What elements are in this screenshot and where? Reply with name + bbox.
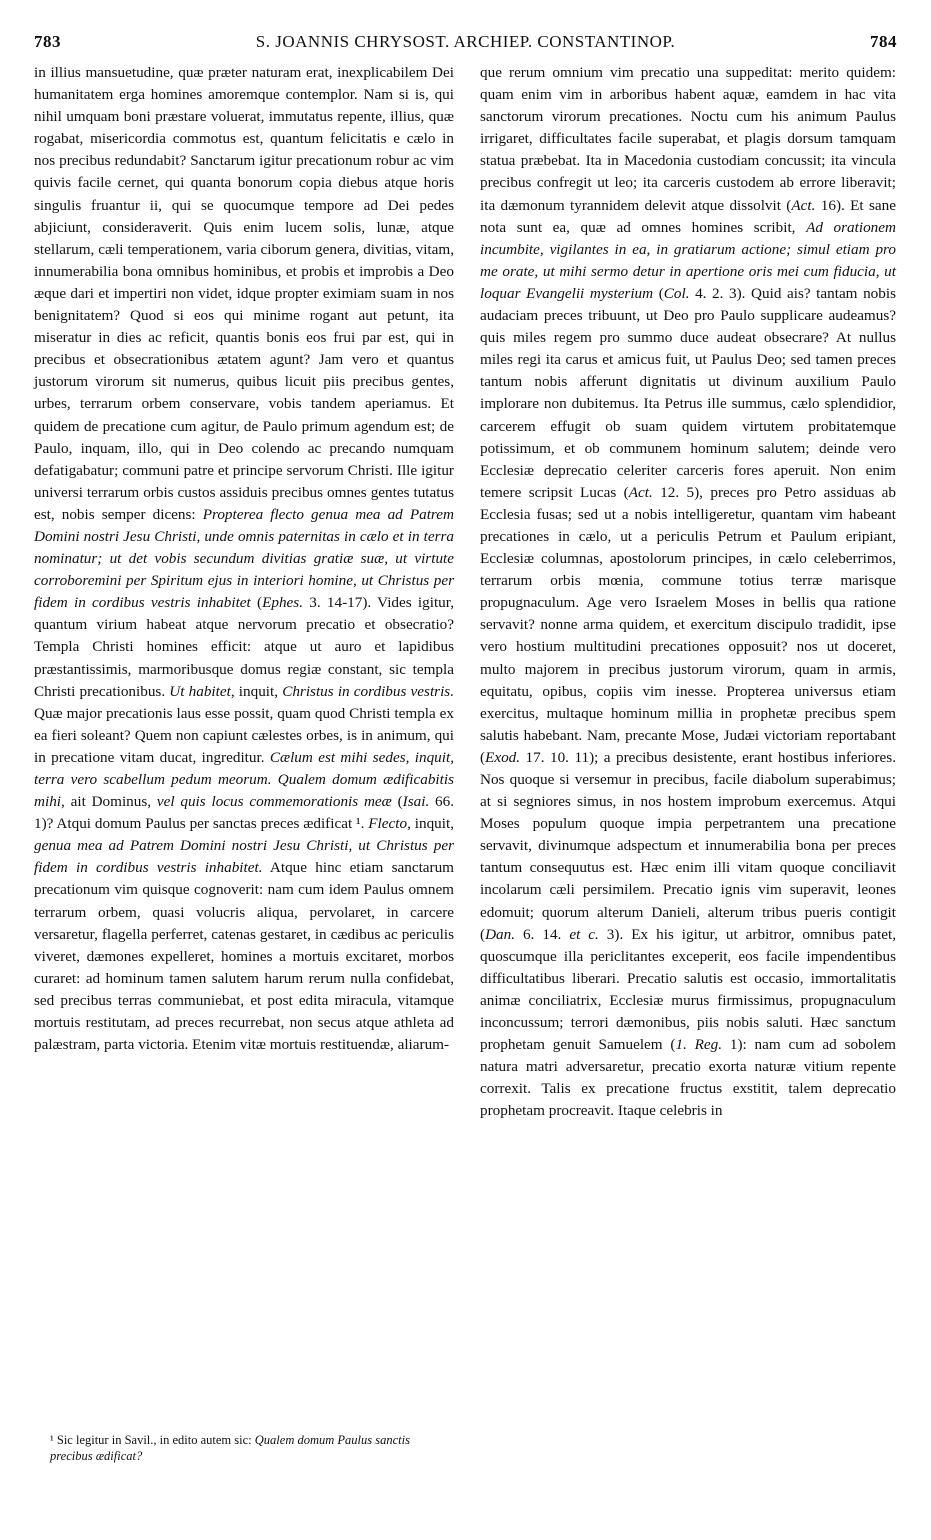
text-segment: 66. 1)? Atqui domum Paulus per sanctas preces ædificat ¹. xyxy=(34,793,455,833)
italic-segment: Exod. xyxy=(485,748,521,766)
text-segment: ( xyxy=(653,284,664,302)
italic-segment: Ut habitet xyxy=(169,682,231,700)
italic-segment: Col. xyxy=(663,284,690,302)
italic-segment: Propterea flecto genua mea ad Patrem Domini nostri Jesu Christi, unde omnis paternitas in cælo et in terra nominatur; ut det vobis secundum divitias gratiæ suæ, ut virtute corroboremini per Spiritum ejus in interiori homine, ut Christus per fidem in cordibus vestris inhabitet xyxy=(34,505,454,612)
footnote-text xyxy=(50,1432,455,1464)
text-segment: ( xyxy=(391,793,403,811)
italic-segment: Ephes. xyxy=(262,594,304,612)
text-segment: 6. 14. xyxy=(515,925,570,943)
text-segment: 16). Et sane nota sunt ea, quæ ad omnes homines scribit, xyxy=(480,196,896,236)
text-segment: ¹ Sic legitur in Savil., in edito autem sic: xyxy=(50,1433,255,1447)
text-segment: , ait Dominus, xyxy=(61,793,157,811)
italic-segment: Flecto xyxy=(368,815,408,833)
running-header xyxy=(34,32,897,58)
text-segment: , inquit, xyxy=(230,682,283,700)
italic-segment: Qualem domum Paulus sanctis precibus ædificat? xyxy=(50,1433,410,1463)
italic-segment: vel quis locus commemorationis meæ xyxy=(156,793,392,811)
left-column-text xyxy=(34,62,454,1056)
italic-segment: Act. xyxy=(791,196,816,214)
text-segment: 12. 5), preces pro Petro assiduas ab Ecclesia fusas; sed ut a nobis intelligeretur, quantam vim habeant precationes in cælo, ut a periculis Petrum et Paulum eripiant, Ecclesiæ columnas, apostolorum principes, in cælo celeberrimos, terrarum orbis mœnia, commune totius terræ marisque propugnaculum. Age vero Israelem Moses in bellis qua ratione servavit? nonne arma quidem, et exercitum discipulo tradidit, ipse vero hostium multitudini precationes opposuit? nos ut doceret, multo majorem in precibus justorum virorum, quam in armis, equitatu, opibus, copiis vim inesse. Propterea universus etiam exercitus, multaque hominum millia in prophetæ precibus spem salutis habebant. Nam, precante Mose, Judæi victoriam reportabant ( xyxy=(480,483,896,766)
left-column xyxy=(34,62,454,1056)
page-number-left: 783 xyxy=(34,32,61,51)
text-segment: 4. 2. 3). Quid ais? tantam nobis audaciam preces tribuunt, ut Deo pro Paulo supplicare audeamus? quis miles regem pro summo duce audeat obsecrare? At nullus miles regi ita carus et amicus fuit, ut Paulus Deo; sed tamen preces tantum nobis afferunt dignitatis ut divinum auxilium Paulo implorare non dubitemus. Ita Petrus ille summus, cælo splendidior, carcerem effugit ob suam quidem virtutem probitatemque potissimum, et ob communem hominum salutem; deinde vero Ecclesiæ deprecatio celeriter carceris fores aperuit. Non enim temere scripsit Lucas ( xyxy=(480,284,896,501)
text-segment: 3. 14-17). Vides igitur, quantum virium habeat atque nervorum precatio et obsecratio? Templa Christi homines efficit: atque ut auro et lapidibus præstantissimis, marmoribusque domus regiæ constant, sic templa Christi precationibus. xyxy=(34,594,455,700)
italic-segment: Christus in cordibus vestris. xyxy=(282,682,455,700)
right-column xyxy=(480,62,896,1123)
running-title: S. JOANNIS CHRYSOST. ARCHIEP. CONSTANTINOP. xyxy=(255,32,676,51)
italic-segment: Ad orationem incumbite, vigilantes in ea, in gratiarum actione; simul etiam pro me orate, ut mihi sermo detur in apertione oris mei cum fiducia, ut loquar Evangelii mysterium xyxy=(480,218,896,302)
text-segment: 3). Ex his igitur, ut arbitror, omnibus patet, quoscumque illa periclitantes exceperit, eos facile impendentibus difficultatibus liberari. Precatio salutis est occasio, immortalitatis animæ conciliatrix, Ecclesiæ murus firmissimus, propugnaculum inconcussum; terrori dæmonibus, piis nobis saluti. Hæc sanctum prophetam genuit Samuelem ( xyxy=(480,925,896,1054)
text-segment: 1): nam cum ad sobolem natura matri adversaretur, precatio exorta naturæ vitium repente correxit. Talis ex precatione fructus exstitit, talem deprecatio prophetam procreavit. Itaque celebris in xyxy=(480,1036,896,1120)
italic-segment: Act. xyxy=(628,483,653,501)
text-segment: , inquit, xyxy=(407,815,454,833)
italic-segment: Cælum est mihi sedes, inquit, terra vero scabellum pedum meorum. Qualem domum ædificabitis mihi xyxy=(34,748,454,811)
text-segment: Quæ major precationis laus esse possit, quam quod Christi templa ex ea fieri soleant? Quem non capiunt cælestes orbes, is in animum, qui in precatione vitam ducat, ingreditur. xyxy=(34,704,454,766)
italic-segment: Isai. xyxy=(402,793,430,811)
italic-segment: 1. Reg. xyxy=(675,1036,723,1054)
page-number-right: 784 xyxy=(870,32,897,51)
italic-segment: Dan. xyxy=(485,925,516,943)
text-segment: in illius mansuetudine, quæ præter naturam erat, inexplicabilem Dei humanitatem erga homines amoremque contemplor. Nam si is, qui nihil umquam boni præstare voluerat, immutatus repente, illius, quæ rogabat, misericordia commotus est, quantum felicitatis e cælo in nos precibus redundabit? Sanctarum igitur precationum robur ac vim quivis facile cernet, qui quanta bonorum copia diebus atque horis singulis fruantur ii, qui se quocumque tempore ad Dei pedes abjiciunt, consideraverit. Quis enim lucem solis, lunæ, atque stellarum, cæli temperationem, varia ciborum genera, divitias, vitam, innumerabilia bona omnibus hominibus, et probis et improbis a Deo æque dari et impertiri non videt, idque propter eximiam suam in nos benignitatem? Quod si eos qui minime rogant aut petunt, ita miseratur in dies ac reficit, quantis bonis eos frui par est, qui in precibus et obsecrationibus ætatem agunt? Jam vero et quantus justorum virorum sit numerus, quibus licuit piis precibus gentes, urbes, terrarum orbem conservare, vobis tandem aperiamus. Et quidem de precatione cum agitur, de Paulo primum agendum est; de Paulo, inquam, illo, qui in Deo colendo ac precando numquam defatigabatur; communi patre et principe servorum Christi. Ille igitur universi terrarum orbis custos assiduis precibus omnes gentes tutatus est, nobis semper dicens: xyxy=(34,64,454,523)
italic-segment: et c. xyxy=(569,925,599,943)
right-column-text xyxy=(480,62,896,1123)
text-segment: 17. 10. 11); a precibus desistente, erant hostibus inferiores. Nos quoque si versemur in precibus, facile diabolum superabimus; at si segniores simus, in nos hostem improbum exercemus. Atqui Moses populum quoque impia perpetrantem una precatione servavit, divinumque adspectum et innumerabilia bona per preces tantum consequutus est. Hæc enim illi vitam quoque conciliavit incolarum cæli persimilem. Precatio ignis vim superavit, leones edomuit; quorum alterum Danieli, alterum tribus pueris contigit ( xyxy=(480,748,896,943)
text-segment: ( xyxy=(250,594,263,612)
text-segment: que rerum omnium vim precatio una suppeditat: merito quidem: quam enim vim in arboribus habent aquæ, eamdem in hac vita sanctorum virorum precationes. Noctu cum his animum Paulus irrigaret, difficultates facile superabat, et plagis dorsum tamquam statua præbebat. Ita in Macedonia custodiam concussit; ita vincula precibus confregit ut leo; ita carceris custodem ab errore liberavit; ita dæmonum tyrannidem delevit atque dissolvit ( xyxy=(480,64,896,214)
footnote xyxy=(50,1432,455,1464)
text-segment: Atque hinc etiam sanctarum precationum vim quisque cognoverit: nam cum idem Paulus omnem terrarum orbem, quasi volucris aliqua, pervolaret, in carcere versaretur, flagella perferret, catenas gestaret, in cædibus ac periculis viveret, dæmones expelleret, homines a mortuis excitaret, morbos curaret: ad hominum tamen salutem harum rerum nulla confidebat, sed precibus terras communiebat, et post edita miracula, vitamque mortuis restitutam, ad preces recurrebat, non secus atque athleta ad palæstram, parta victoria. Etenim vitæ mortuis restituendæ, aliarum- xyxy=(34,859,455,1054)
italic-segment: genua mea ad Patrem Domini nostri Jesu Christi, ut Christus per fidem in cordibus vestris inhabitet. xyxy=(34,837,454,877)
